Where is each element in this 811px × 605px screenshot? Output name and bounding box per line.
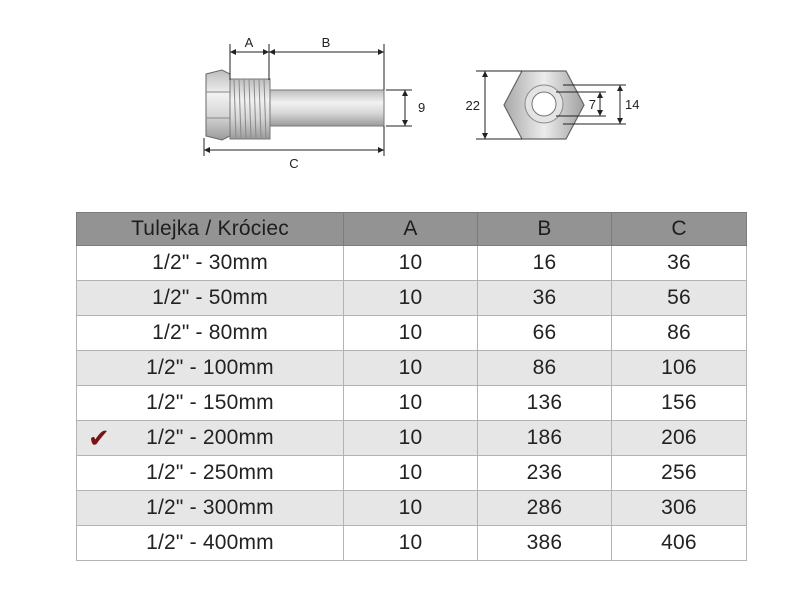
- hex-view: [466, 71, 640, 139]
- label-hole: 7: [588, 97, 596, 112]
- cell-a: 10: [344, 491, 478, 526]
- cell-b: 86: [478, 351, 612, 386]
- cell-name: 1/2" - 250mm: [77, 456, 344, 491]
- cell-name: 1/2" - 50mm: [77, 281, 344, 316]
- cell-b: 16: [478, 246, 612, 281]
- cell-c: 156: [612, 386, 747, 421]
- cell-name: 1/2" - 30mm: [77, 246, 344, 281]
- header-name: Tulejka / Króciec: [77, 213, 344, 246]
- cell-name: 1/2" - 400mm: [77, 526, 344, 561]
- table-header-row: [77, 213, 747, 246]
- cell-b: 286: [478, 491, 612, 526]
- header-b: B: [478, 213, 612, 246]
- table-row: [77, 351, 747, 386]
- table-row-selected: [77, 421, 747, 456]
- dimensions-table: [76, 212, 747, 561]
- cell-a: 10: [344, 456, 478, 491]
- checkmark-icon: ✔: [88, 423, 110, 453]
- cell-c: 56: [612, 281, 747, 316]
- cell-c: 86: [612, 316, 747, 351]
- label-b: B: [321, 35, 331, 50]
- header-c: C: [612, 213, 747, 246]
- cell-c: 36: [612, 246, 747, 281]
- cell-a: 10: [344, 526, 478, 561]
- header-a: A: [344, 213, 478, 246]
- cell-b: 36: [478, 281, 612, 316]
- table-row: [77, 456, 747, 491]
- cell-c: 406: [612, 526, 747, 561]
- table-row: [77, 281, 747, 316]
- label-across-flats: 14: [625, 97, 640, 112]
- table-row: [77, 316, 747, 351]
- label-across-corners: 22: [465, 98, 480, 113]
- cell-a: 10: [344, 421, 478, 456]
- cell-a: 10: [344, 246, 478, 281]
- cell-name: [77, 421, 344, 456]
- side-view: [204, 35, 425, 171]
- cell-b: 66: [478, 316, 612, 351]
- cell-b: 236: [478, 456, 612, 491]
- technical-drawing: [0, 0, 811, 200]
- cell-name: 1/2" - 300mm: [77, 491, 344, 526]
- cell-b: 186: [478, 421, 612, 456]
- cell-c: 206: [612, 421, 747, 456]
- cell-name-text: 1/2" - 200mm: [146, 426, 274, 449]
- table-row: [77, 386, 747, 421]
- cell-b: 136: [478, 386, 612, 421]
- label-diameter: 9: [418, 100, 426, 115]
- cell-b: 386: [478, 526, 612, 561]
- cell-name: 1/2" - 100mm: [77, 351, 344, 386]
- cell-c: 306: [612, 491, 747, 526]
- table-row: [77, 526, 747, 561]
- label-a: A: [244, 35, 254, 50]
- cell-a: 10: [344, 281, 478, 316]
- cell-name: 1/2" - 80mm: [77, 316, 344, 351]
- table-row: [77, 246, 747, 281]
- cell-a: 10: [344, 351, 478, 386]
- cell-a: 10: [344, 316, 478, 351]
- cell-name: 1/2" - 150mm: [77, 386, 344, 421]
- table-row: [77, 491, 747, 526]
- cell-c: 256: [612, 456, 747, 491]
- cell-a: 10: [344, 386, 478, 421]
- label-c: C: [289, 156, 299, 171]
- cell-c: 106: [612, 351, 747, 386]
